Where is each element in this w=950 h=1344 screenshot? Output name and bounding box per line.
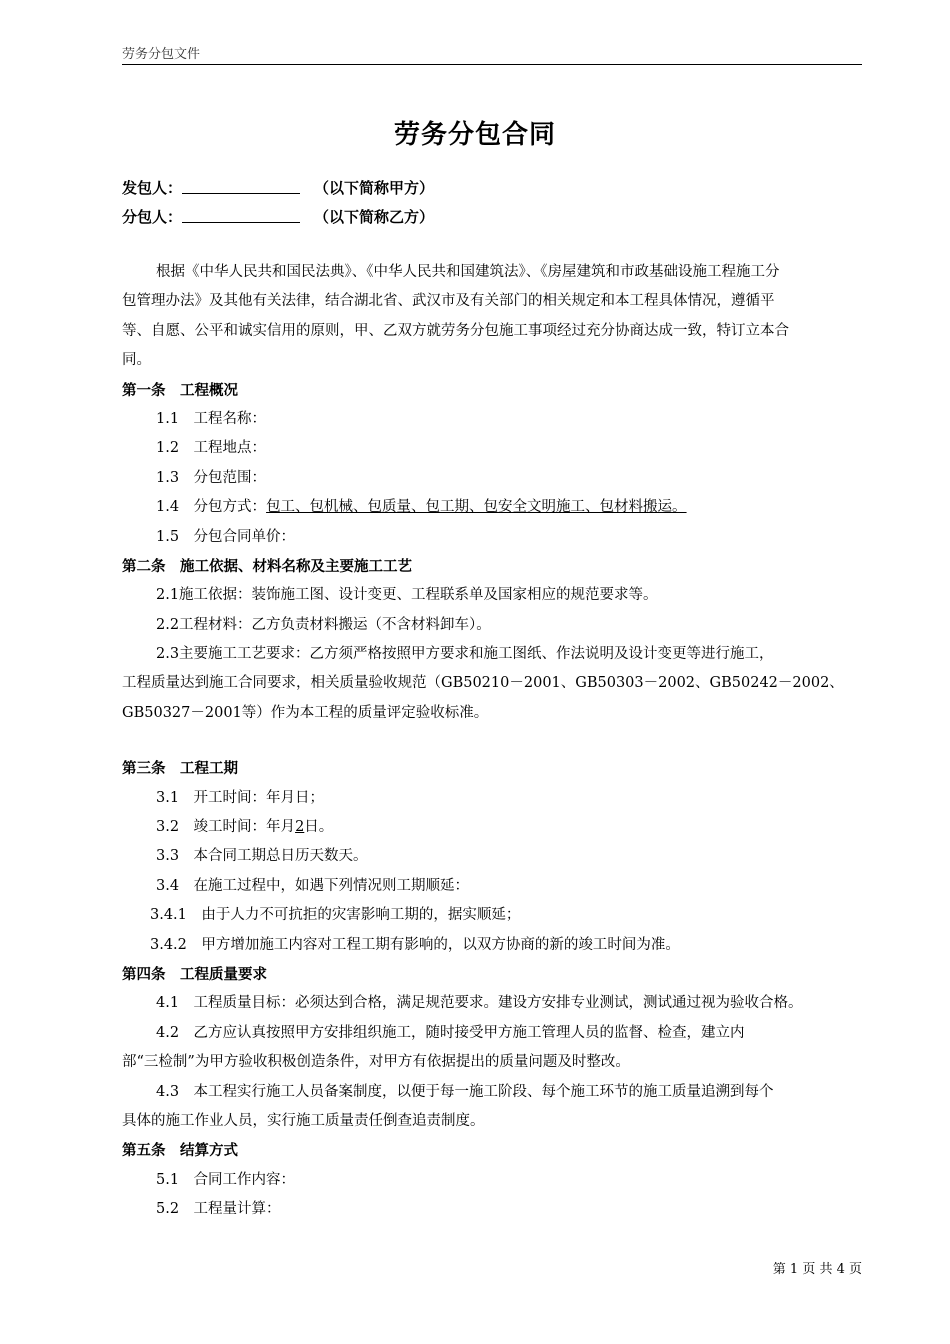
clause-5-1: 5.1 合同工作内容：: [156, 1171, 296, 1188]
intro-line: 根据《中华人民共和国民法典》、《中华人民共和国建筑法》、《房屋建筑和市政基础设施工程施工分: [156, 264, 780, 280]
party-subcontractor: [122, 206, 434, 228]
clause-4-3-cont: 具体的施工作业人员，实行施工质量责任倒查追责制度。: [122, 1112, 485, 1129]
party-note: （以下简称甲方）: [314, 179, 435, 197]
clause-4-2: 4.2 乙方应认真按照甲方安排组织施工，随时接受甲方施工管理人员的监督、检查，建立内: [156, 1024, 745, 1041]
clause-2-3-cont: GB50327－2001等）作为本工程的质量评定验收标准。: [122, 704, 489, 721]
clause-3-2: [122, 813, 862, 842]
document-title: 劳务分包合同: [393, 120, 556, 150]
clause-1-1: 1.1 工程名称：: [156, 410, 267, 427]
clause-3-1: 3.1 开工时间：年月日；: [156, 789, 325, 806]
clause-1-2: 1.2 工程地点：: [156, 440, 267, 457]
blank-field: [182, 206, 300, 223]
clause-2-3-cont: 工程质量达到施工合同要求，相关质量验收规范（GB50210－2001、GB50303－2002、GB50242－2002、: [122, 675, 844, 692]
party-note: （以下简称乙方）: [314, 208, 435, 226]
clause-3-3: 3.3 本合同工期总日历天数天。: [156, 848, 368, 865]
intro-line: 同。: [122, 352, 151, 369]
intro-line: 等、自愿、公平和诚实信用的原则，甲、乙双方就劳务分包施工事项经过充分协商达成一致，特订立本合: [122, 322, 789, 339]
clause-label: 1.4 分包方式：: [156, 499, 267, 516]
clause-2-1: 2.1施工依据：装饰施工图、设计变更、工程联系单及国家相应的规范要求等。: [156, 587, 658, 604]
clause-4-2-cont: 部“三检制”为甲方验收积极创造条件，对甲方有依据提出的质量问题及时整改。: [122, 1054, 630, 1071]
blank-field: [182, 177, 300, 194]
article-5-heading: 第五条 结算方式: [122, 1142, 238, 1160]
clause-1-4: [122, 493, 862, 522]
article-2-heading: 第二条 施工依据、材料名称及主要施工工艺: [122, 557, 412, 575]
party-employer: [122, 177, 434, 199]
intro-line: 包管理办法》及其他有关法律，结合湖北省、武汉市及有关部门的相关规定和本工程具体情况，遵循平: [122, 293, 775, 310]
article-1-heading: 第一条 工程概况: [122, 381, 238, 399]
clause-text: 日。: [304, 819, 334, 836]
clause-value: 包工、包机械、包质量、包工期、包安全文明施工、包材料搬运。: [266, 499, 687, 516]
clause-5-2: 5.2 工程量计算：: [156, 1201, 281, 1218]
contract-body: [122, 258, 862, 1225]
page-number: 第 1 页 共 4 页: [772, 1262, 862, 1277]
clause-4-1: 4.1 工程质量目标：必须达到合格，满足规范要求。建设方安排专业测试，测试通过视为验收合格。: [156, 995, 803, 1012]
clause-4-3: 4.3 本工程实行施工人员备案制度，以便于每一施工阶段、每个施工环节的施工质量追溯到每个: [156, 1083, 774, 1100]
article-4-heading: 第四条 工程质量要求: [122, 965, 267, 983]
clause-1-3: 1.3 分包范围：: [156, 469, 267, 486]
party-label: 发包人：: [122, 179, 183, 197]
clause-2-2: 2.2工程材料：乙方负责材料搬运（不含材料卸车）。: [156, 616, 491, 633]
clause-1-5: 1.5 分包合同单价：: [156, 528, 296, 545]
article-3-heading: 第三条 工程工期: [122, 760, 238, 778]
clause-text: 3.2 竣工时间：年月: [156, 819, 296, 836]
party-label: 分包人：: [122, 208, 183, 226]
page-header: 劳务分包文件: [122, 46, 862, 65]
clause-3-4-1: 3.4.1 由于人力不可抗拒的灾害影响工期的，据实顺延；: [150, 907, 521, 924]
clause-3-4: 3.4 在施工过程中，如遇下列情况则工期顺延：: [156, 877, 470, 894]
clause-3-4-2: 3.4.2 甲方增加施工内容对工程工期有影响的，以双方协商的新的竣工时间为准。: [150, 936, 680, 953]
clause-value: 2: [295, 819, 305, 836]
spacer: [122, 728, 862, 754]
clause-2-3: 2.3主要施工工艺要求：乙方须严格按照甲方要求和施工图纸、作法说明及设计变更等进行施工，: [156, 646, 774, 663]
